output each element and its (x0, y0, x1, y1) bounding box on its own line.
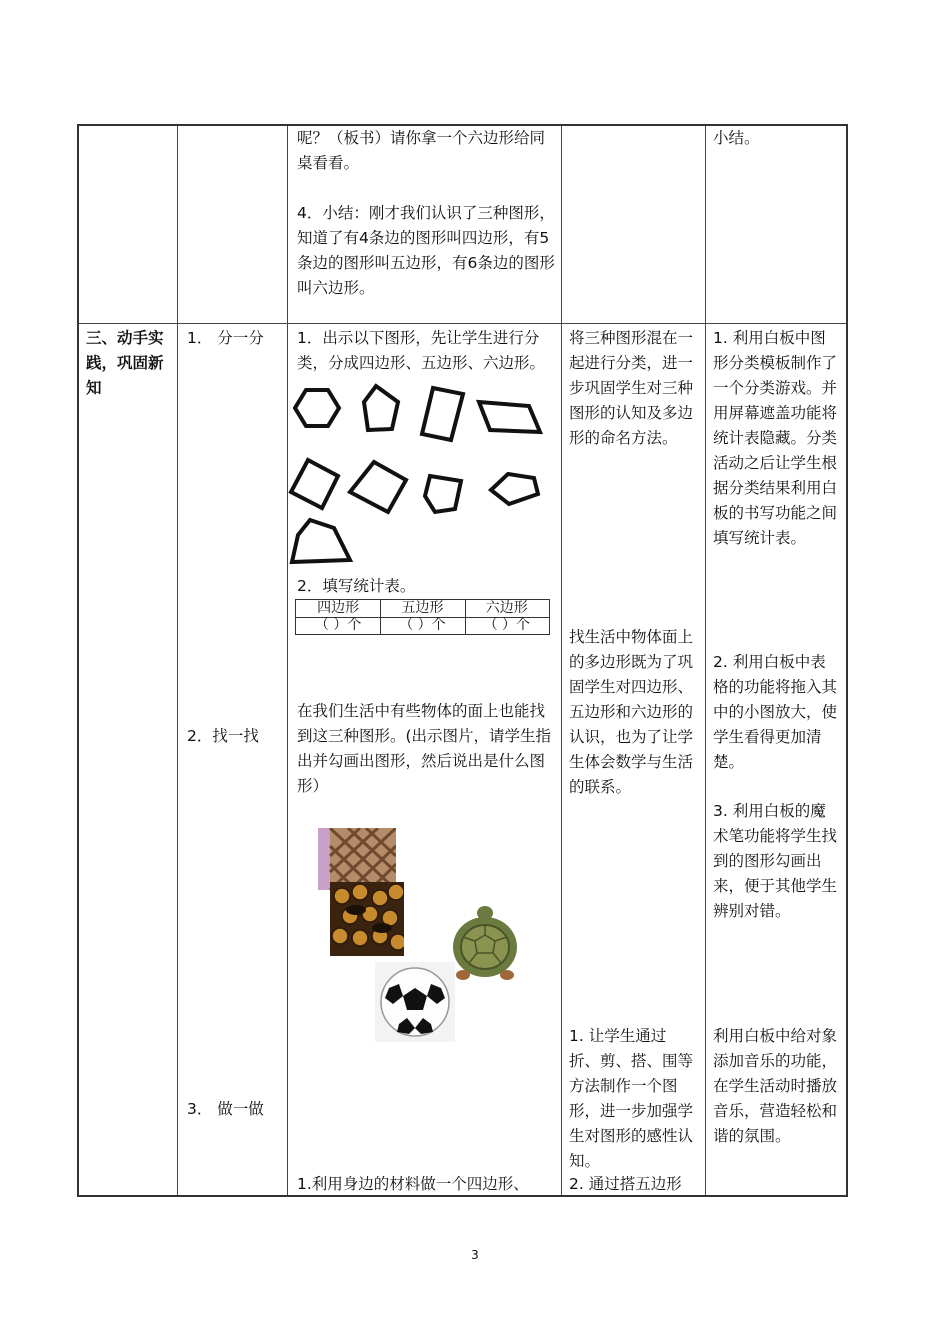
lattice-fence-photo (318, 828, 396, 890)
step-make: 3． 做一做 (187, 1100, 264, 1118)
intent-pentagon: 2. 通过搭五边形 (569, 1175, 682, 1193)
col-divider (705, 126, 706, 1195)
step-sort: 1． 分一分 (187, 329, 264, 347)
section-title: 三、动手实践，巩固新知 (86, 329, 164, 397)
intent-sort: 将三种图形混在一起进行分类，进一步巩固学生对三种图形的认知及多边形的命名方法。 (569, 329, 694, 447)
activity-make-text: 1.利用身边的材料做一个四边形、 (297, 1175, 529, 1193)
col-divider (177, 126, 178, 1195)
row1-summary: 4．小结：刚才我们认识了三种图形，知道了有4条边的图形叫四边形，有5条边的图形叫五边形，有6条边的图形叫六边形。 (297, 204, 555, 297)
statistics-table[interactable] (295, 599, 550, 635)
honeycomb-photo (330, 882, 404, 956)
page-number: 3 (471, 1248, 479, 1262)
row-divider (79, 323, 846, 324)
tech-magic-pen: 3. 利用白板的魔术笔功能将学生找到的图形勾画出来，便于其他学生辨别对错。 (713, 802, 838, 920)
turtle-photo (445, 905, 525, 983)
parallelogram-shape (479, 402, 540, 432)
tech-music: 利用白板中给对象添加音乐的功能，在学生活动时播放音乐，营造轻松和谐的氛围。 (713, 1027, 838, 1145)
activity-sort-text: 1．出示以下图形，先让学生进行分类，分成四边形、五边形、六边形。 (297, 329, 546, 372)
quadrilateral-shape (350, 462, 406, 512)
step-find: 2．找一找 (187, 727, 259, 745)
pentagon-shape (292, 520, 350, 562)
stat-cell-pentagon[interactable]: （ ）个 (399, 617, 446, 633)
col-divider (561, 126, 562, 1195)
pentagon-shape (491, 474, 538, 504)
intent-make: 1. 让学生通过折、剪、搭、围等方法制作一个图形，进一步加强学生对图形的感性认知。 (569, 1027, 694, 1170)
rectangle-shape (422, 388, 463, 440)
stat-header-pentagon: 五边形 (401, 600, 444, 616)
hexagon-shape (295, 390, 339, 426)
pentagon-shape (364, 386, 398, 430)
polygon-shapes[interactable] (288, 380, 558, 570)
intent-find: 找生活中物体面上的多边形既为了巩固学生对四边形、五边形和六边形的认识，也为了让学生体会数学与生活的联系。 (569, 628, 694, 796)
tech-table: 2. 利用白板中表格的功能将拖入其中的小图放大，使学生看得更加清楚。 (713, 653, 838, 771)
row1-paragraph: 呢？（板书）请你拿一个六边形给同桌看看。 (297, 129, 546, 172)
row1-tech: 小结。 (713, 129, 760, 147)
activity-find-text: 在我们生活中有些物体的面上也能找到这三种图形。(出示图片，请学生指出并勾画出图形，然后说出是什么图形） (297, 702, 552, 795)
stat-header-quadrilateral: 四边形 (317, 600, 360, 616)
tech-sort: 1. 利用白板中图形分类模板制作了一个分类游戏。并用屏幕遮盖功能将统计表隐藏。分类活动之后让学生根据分类结果利用白板的书写功能之间填写统计表。 (713, 329, 838, 547)
stat-cell-quadrilateral[interactable]: （ ）个 (314, 617, 362, 633)
row1-content (297, 126, 555, 301)
col-divider (287, 126, 288, 1195)
stat-header-hexagon: 六边形 (485, 600, 528, 616)
stat-cell-hexagon[interactable]: （ ）个 (483, 617, 531, 633)
activity-fill-label: 2．填写统计表。 (297, 577, 416, 595)
soccer-ball-photo (375, 962, 455, 1042)
quadrilateral-shape (291, 460, 338, 508)
pentagon-shape (425, 476, 461, 512)
